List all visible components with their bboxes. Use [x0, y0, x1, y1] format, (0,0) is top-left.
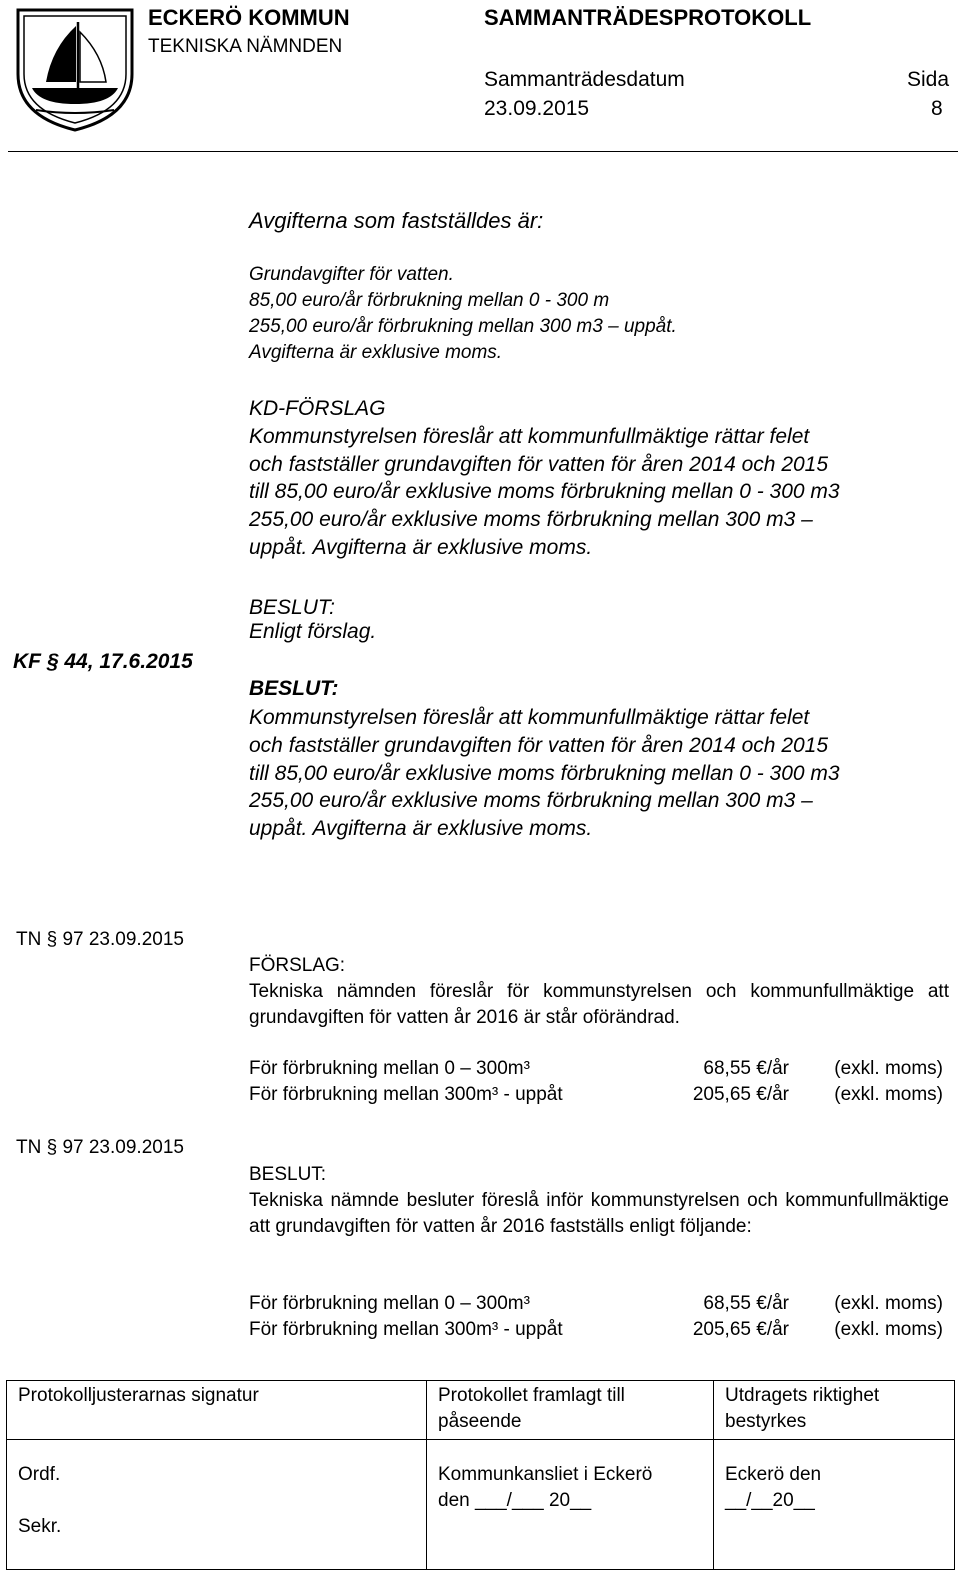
tn-reference: TN § 97 23.09.2015 — [16, 1137, 184, 1158]
fee-desc: För förbrukning mellan 300m³ - uppåt — [249, 1084, 563, 1105]
posting-title-line: Protokollet framlagt till — [438, 1385, 625, 1406]
fees-line: Avgifterna är exklusive moms. — [249, 342, 503, 363]
certification-date: __/__20__ — [725, 1490, 815, 1511]
fee-amount: 205,65 €/år — [692, 1319, 789, 1340]
document-type: SAMMANTRÄDESPROTOKOLL — [484, 5, 812, 30]
fee-desc: För förbrukning mellan 0 – 300m³ — [249, 1293, 530, 1314]
fee-desc: För förbrukning mellan 0 – 300m³ — [249, 1058, 530, 1079]
posting-place: Kommunkansliet i Eckerö — [438, 1464, 653, 1485]
kf-line: 255,00 euro/år exklusive moms förbrukning mellan 300 m3 – — [249, 789, 813, 813]
fees-line: Grundavgifter för vatten. — [249, 264, 454, 285]
fees-line: 255,00 euro/år förbrukning mellan 300 m3 – uppåt. — [249, 316, 677, 337]
tn-decision-label: BESLUT: — [249, 1164, 327, 1185]
fee-row — [249, 1291, 943, 1317]
tn-proposal-text: Tekniska nämnden föreslår för kommunstyrelsen och kommunfullmäktige att grundavgiften för vatten år 2016 är står oförändrad. — [249, 981, 949, 1028]
kd-line: uppåt. Avgifterna är exklusive moms. — [249, 535, 593, 559]
meeting-date-label: Sammanträdesdatum — [484, 68, 685, 91]
fee-row — [249, 1082, 943, 1108]
fees-heading: Avgifterna som fastställdes är: — [249, 208, 544, 233]
fees-line: 85,00 euro/år förbrukning mellan 0 - 300 m — [249, 290, 610, 311]
kd-line: till 85,00 euro/år exklusive moms förbrukning mellan 0 - 300 m3 — [249, 480, 840, 504]
fees-list — [249, 262, 677, 366]
fee-amount: 68,55 €/år — [703, 1293, 789, 1314]
fee-row — [249, 1056, 943, 1082]
signature-footer — [6, 1380, 955, 1570]
page-number: 8 — [931, 97, 943, 120]
kf-line: till 85,00 euro/år exklusive moms förbrukning mellan 0 - 300 m3 — [249, 761, 840, 785]
kf-line: och fastställer grundavgiften för vatten för åren 2014 och 2015 — [249, 733, 829, 757]
board-name: TEKNISKA NÄMNDEN — [148, 36, 343, 57]
kf-decision-text — [249, 704, 840, 843]
signature-title: Protokolljusterarnas signatur — [18, 1385, 259, 1406]
kd-line: 255,00 euro/år exklusive moms förbrukning mellan 300 m3 – — [249, 508, 813, 532]
kf-reference: KF § 44, 17.6.2015 — [13, 650, 193, 673]
municipality-coat-of-arms — [10, 4, 140, 134]
tn-reference: TN § 97 23.09.2015 — [16, 929, 184, 950]
kd-decision-text: Enligt förslag. — [249, 620, 377, 643]
footer-divider — [426, 1381, 427, 1569]
kd-proposal — [249, 395, 840, 562]
fee-note: (exkl. moms) — [834, 1293, 943, 1314]
certification-title-line: Utdragets riktighet — [725, 1385, 880, 1406]
fee-note: (exkl. moms) — [834, 1084, 943, 1105]
chair-signature-label: Ordf. — [18, 1464, 61, 1485]
meeting-date: 23.09.2015 — [484, 97, 590, 120]
secretary-signature-label: Sekr. — [18, 1516, 62, 1537]
fee-row — [249, 1317, 943, 1343]
kf-line: Kommunstyrelsen föreslår att kommunfullmäktige rättar felet — [249, 706, 810, 729]
kd-line: Kommunstyrelsen föreslår att kommunfullmäktige rättar felet — [249, 424, 810, 448]
fee-note: (exkl. moms) — [834, 1058, 943, 1079]
kd-heading: KD-FÖRSLAG — [249, 397, 386, 420]
header-divider — [8, 151, 958, 152]
fee-amount: 68,55 €/år — [703, 1058, 789, 1079]
posting-title — [438, 1383, 625, 1435]
tn-proposal-label: FÖRSLAG: — [249, 955, 346, 976]
tn-decision-text: Tekniska nämnde besluter föreslå inför kommunstyrelsen och kommunfullmäktige att grundavgiften för vatten år 2016 fastställs enligt följande: — [249, 1190, 949, 1237]
posting-date: den ___/___ 20__ — [438, 1490, 592, 1511]
kd-line: och fastställer grundavgiften för vatten för åren 2014 och 2015 — [249, 452, 829, 476]
posting-title-line: påseende — [438, 1411, 522, 1432]
tn-decision-fee-table — [249, 1291, 943, 1343]
kf-decision-label: BESLUT: — [249, 677, 339, 700]
certification-title — [725, 1383, 879, 1435]
footer-divider — [713, 1381, 714, 1569]
certification-place: Eckerö den — [725, 1464, 822, 1485]
fee-note: (exkl. moms) — [834, 1319, 943, 1340]
certification-title-line: bestyrkes — [725, 1411, 807, 1432]
kf-line: uppåt. Avgifterna är exklusive moms. — [249, 817, 593, 841]
fee-amount: 205,65 €/år — [692, 1084, 789, 1105]
page-label: Sida — [907, 68, 950, 91]
tn-proposal-fee-table — [249, 1056, 943, 1108]
fee-desc: För förbrukning mellan 300m³ - uppåt — [249, 1319, 563, 1340]
kd-decision-label: BESLUT: — [249, 596, 335, 619]
municipality-name: ECKERÖ KOMMUN — [148, 5, 350, 30]
footer-divider — [7, 1439, 954, 1440]
